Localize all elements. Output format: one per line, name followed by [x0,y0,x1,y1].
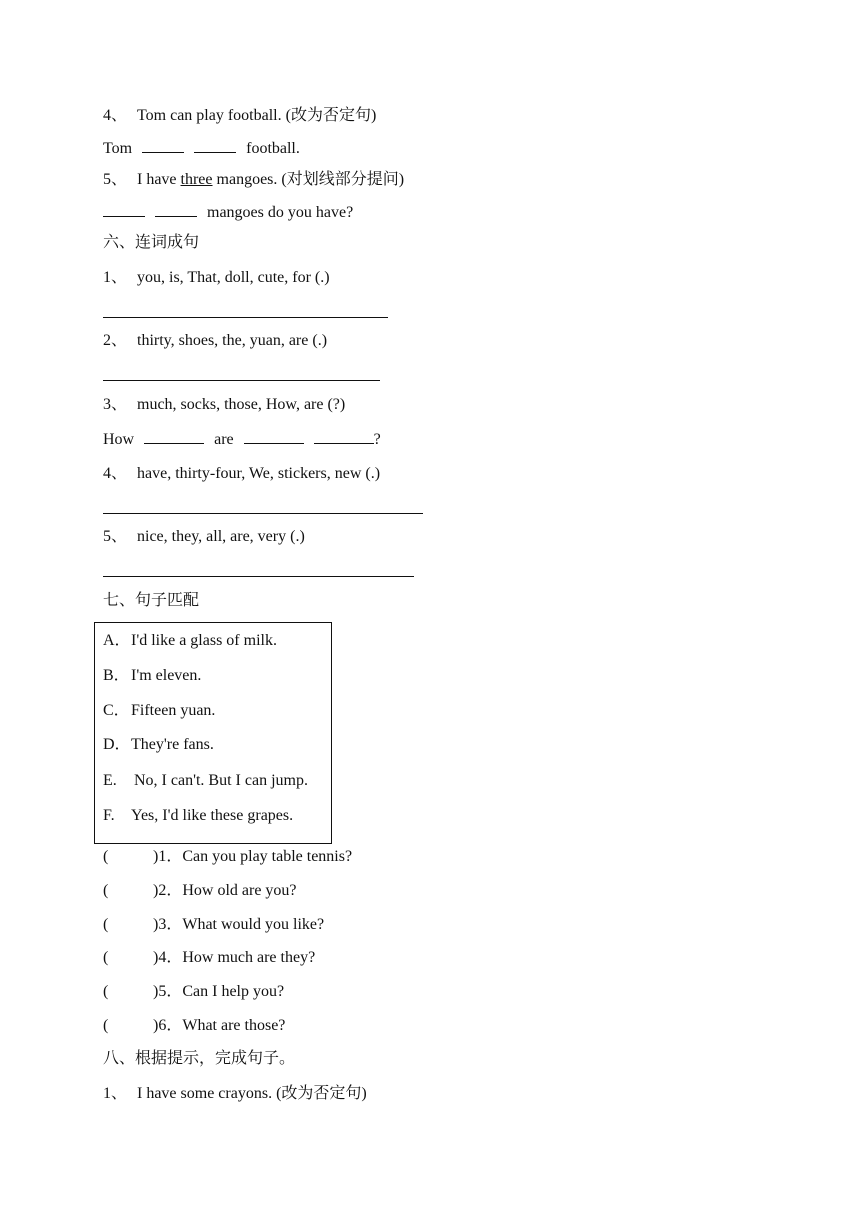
option-b [103,666,201,686]
option-text: They're fans. [131,736,214,753]
answer-end: ? [373,431,381,448]
answer-word: are [214,431,234,448]
option-d [103,735,214,755]
answer-blank[interactable] [142,138,184,153]
answer-line-4 [103,138,300,159]
option-e [103,771,308,791]
answer-blank[interactable] [194,138,236,153]
answer-paren[interactable]: ( [103,983,109,1000]
section-title-6: 六、连词成句 [103,234,200,251]
match-item-2 [103,881,297,901]
match-item-3 [103,915,324,935]
match-number: )6． [153,1017,183,1034]
item-number: 1、 [103,1085,128,1102]
answer-blank[interactable] [144,429,204,444]
option-key: D． [103,736,131,753]
option-key: A． [103,632,131,649]
question-5 [103,170,404,190]
item-text: you, is, That, doll, cute, for (.) [137,269,330,286]
answer-end: football. [246,140,300,157]
answer-word: How [103,431,135,448]
question-number: 4、 [103,107,128,124]
section-title-7: 七、句子匹配 [103,592,200,609]
match-text: What are those? [182,1017,286,1034]
answer-blank[interactable] [244,429,304,444]
option-text: Yes, I'd like these grapes. [131,807,294,824]
match-text: What would you like? [182,916,325,933]
option-text: I'm eleven. [131,667,202,684]
answer-paren[interactable]: ( [103,882,109,899]
reorder-item-5 [103,527,305,547]
reorder-item-2 [103,331,327,351]
item-number: 3、 [103,396,128,413]
match-item-5 [103,982,284,1002]
item-number: 4、 [103,465,128,482]
section-title-8: 八、根据提示，完成句子。 [103,1050,296,1067]
answer-line-5 [103,202,353,223]
match-text: Can you play table tennis? [182,848,353,865]
question-4 [103,106,376,126]
match-text: Can I help you? [182,983,285,1000]
match-number: )3． [153,916,183,933]
complete-item-1 [103,1084,367,1104]
match-number: )4． [153,949,183,966]
answer-blank[interactable] [314,429,374,444]
item-text: have, thirty-four, We, stickers, new (.) [137,465,381,482]
option-c [103,701,215,721]
match-number: )1． [153,848,183,865]
option-a [103,631,277,651]
answer-paren[interactable]: ( [103,848,109,865]
match-item-1 [103,847,352,867]
answer-rule[interactable] [103,576,414,577]
option-text: No, I can't. But I can jump. [134,772,308,789]
match-text: How much are they? [182,949,316,966]
answer-end: mangoes do you have? [207,204,354,221]
answer-rule[interactable] [103,317,388,318]
match-item-6 [103,1016,285,1036]
question-text-after: mangoes. (对划线部分提问) [212,171,405,188]
reorder-item-3 [103,395,345,415]
answer-paren[interactable]: ( [103,949,109,966]
option-key: E. [103,772,117,789]
item-text: nice, they, all, are, very (.) [137,528,305,545]
answer-blank[interactable] [103,202,145,217]
answer-rule[interactable] [103,513,423,514]
match-item-4 [103,948,315,968]
item-text: much, socks, those, How, are (?) [137,396,346,413]
answer-blank[interactable] [155,202,197,217]
underlined-word: three [180,171,213,188]
question-text: Tom can play football. (改为否定句) [137,107,377,124]
answer-rule[interactable] [103,380,380,381]
option-key: B． [103,667,130,684]
option-text: I'd like a glass of milk. [131,632,277,649]
option-text: Fifteen yuan. [131,702,216,719]
match-text: How old are you? [182,882,297,899]
question-text-before: I have [137,171,181,188]
reorder-item-1 [103,268,330,288]
option-f [103,806,293,826]
item-number: 1、 [103,269,128,286]
answer-paren[interactable]: ( [103,1017,109,1034]
item-text: thirty, shoes, the, yuan, are (.) [137,332,328,349]
reorder-item-4 [103,464,380,484]
answer-start: Tom [103,140,133,157]
item-text: I have some crayons. (改为否定句) [137,1085,367,1102]
item-number: 5、 [103,528,128,545]
answer-line-3 [103,429,381,450]
option-key: F. [103,807,115,824]
question-number: 5、 [103,171,128,188]
match-number: )2． [153,882,183,899]
option-key: C． [103,702,130,719]
match-number: )5． [153,983,183,1000]
answer-paren[interactable]: ( [103,916,109,933]
item-number: 2、 [103,332,128,349]
